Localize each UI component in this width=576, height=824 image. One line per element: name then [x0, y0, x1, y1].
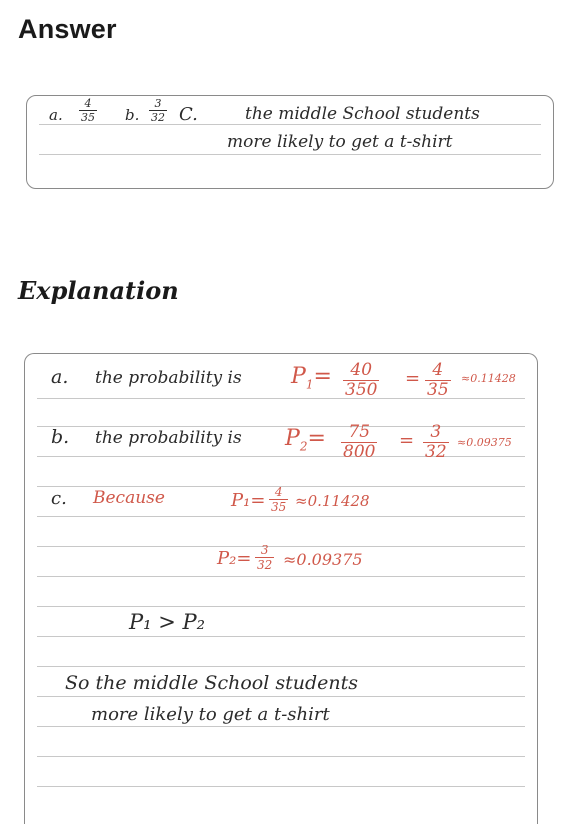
notebook-rule: [37, 726, 525, 727]
part-c-p1-prefix: P₁=: [231, 490, 266, 511]
part-b-p2: $P_2=$: [285, 426, 326, 454]
notebook-rule: [37, 426, 525, 427]
answer-b-label: b.: [125, 106, 140, 124]
notebook-rule: [37, 456, 525, 457]
part-a-fraction-reduced: $\frac{4}{35}$: [427, 360, 449, 400]
part-a-label: a.: [51, 366, 69, 388]
answer-line-2: more likely to get a t-shirt: [227, 132, 453, 152]
part-b-fraction-reduced: $\frac{3}{32}$: [425, 422, 447, 462]
explanation-heading: Explanation: [18, 276, 179, 305]
answer-line-1: the middle School students: [245, 104, 480, 124]
notebook-rule: [37, 516, 525, 517]
notebook-rule: [39, 124, 541, 125]
part-b-approx: ≈0.09375: [457, 436, 512, 449]
conclusion-line-2: more likely to get a t-shirt: [91, 704, 330, 725]
notebook-rule: [37, 546, 525, 547]
notebook-rule: [37, 756, 525, 757]
part-a-p1: $P_1=$: [291, 364, 332, 392]
part-a-text: the probability is: [95, 368, 242, 388]
answer-c-label: C.: [179, 104, 198, 125]
part-a-fraction-raw: $\frac{40}{350}$: [345, 360, 378, 400]
part-c-because: Because: [93, 488, 165, 508]
part-c-p1-fraction: $\frac{4}{35}$: [271, 485, 287, 514]
explanation-note-card: [24, 353, 538, 824]
part-a-equals: =: [405, 368, 421, 389]
answer-a-fraction: $\frac{4}{35}$: [81, 97, 95, 124]
notebook-rule: [39, 154, 541, 155]
part-c-label: c.: [51, 488, 67, 509]
notebook-rule: [37, 576, 525, 577]
answer-a-label: a.: [49, 106, 63, 124]
comparison: P₁ > P₂: [129, 610, 206, 634]
part-c-p2-prefix: P₂=: [217, 548, 252, 569]
part-a-approx: ≈0.11428: [461, 372, 516, 385]
part-b-equals: =: [399, 430, 415, 451]
part-b-label: b.: [51, 426, 70, 448]
answer-note-card: [26, 95, 554, 189]
notebook-rule: [37, 786, 525, 787]
notebook-rule: [37, 666, 525, 667]
part-b-text: the probability is: [95, 428, 242, 448]
conclusion-line-1: So the middle School students: [65, 672, 358, 694]
answer-b-fraction: $\frac{3}{32}$: [151, 97, 165, 124]
notebook-rule: [37, 398, 525, 399]
part-b-fraction-raw: $\frac{75}{800}$: [343, 422, 376, 462]
notebook-rule: [37, 606, 525, 607]
answer-heading: Answer: [18, 14, 117, 44]
notebook-rule: [37, 636, 525, 637]
notebook-rule: [37, 696, 525, 697]
part-c-p1-approx: ≈0.11428: [295, 492, 370, 510]
part-c-p2-approx: ≈0.09375: [283, 550, 363, 569]
part-c-p2-fraction: $\frac{3}{32}$: [257, 543, 273, 572]
